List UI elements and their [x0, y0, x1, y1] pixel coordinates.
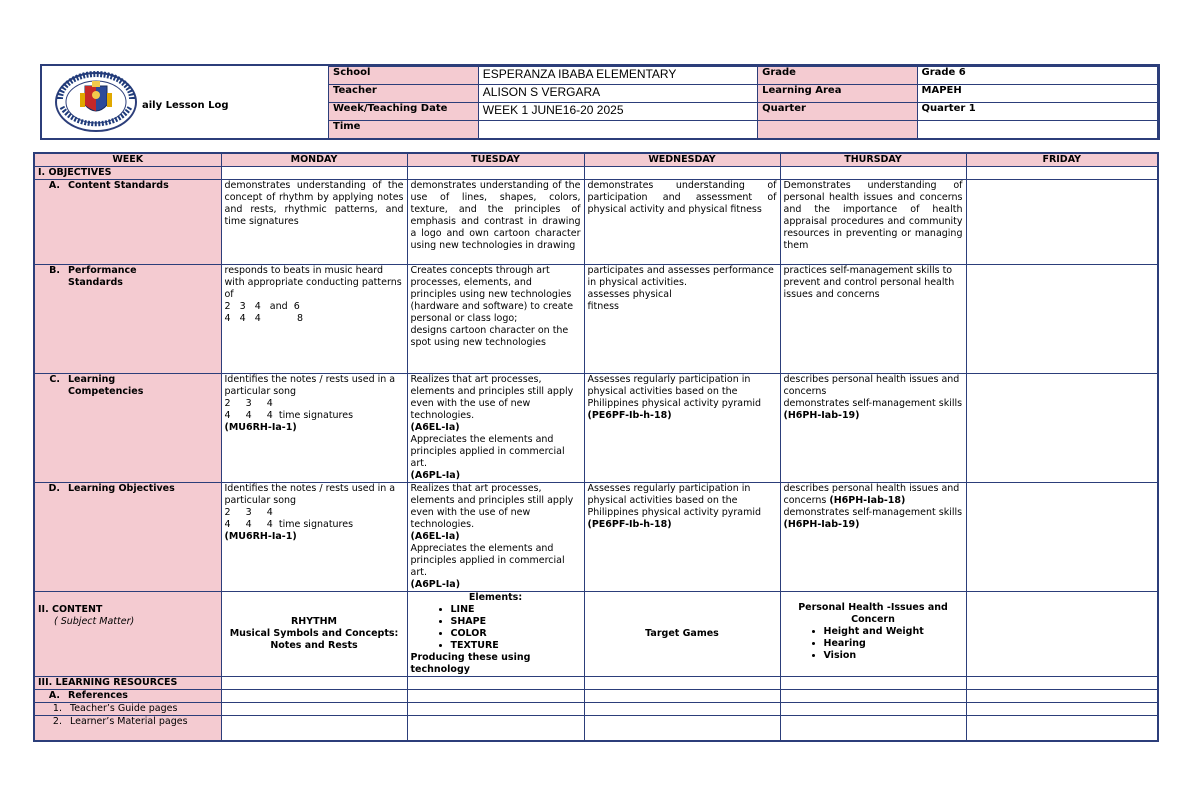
learning-competencies-label-cell — [34, 374, 221, 483]
row-letter: A. — [48, 690, 60, 701]
empty-cell — [966, 167, 1158, 180]
learning-objectives-wednesday — [584, 483, 780, 592]
cell-text: demonstrates self-management skills — [783, 398, 963, 409]
cell-text: participates and assesses performance in physical activities. — [587, 265, 774, 288]
row-number: 1. — [52, 703, 62, 714]
time-signature-top: 2 3 4 — [224, 507, 273, 518]
week-header: WEEK — [34, 153, 221, 167]
cell-text: Identifies the notes / rests used in a particular song — [224, 483, 396, 506]
learning-competencies-friday — [966, 374, 1158, 483]
competency-code: (H6PH-Iab-18) — [829, 495, 906, 506]
competency-code: (A6PL-Ia) — [410, 470, 461, 481]
row-label: Content Standards — [68, 180, 169, 191]
learners-material-row — [34, 716, 1158, 741]
time-extra-label — [758, 121, 917, 139]
row-label-line1: Learning — [68, 374, 116, 385]
empty-cell — [966, 703, 1158, 716]
content-standards-friday — [966, 180, 1158, 265]
time-signature-top: 2 3 4 and 6 — [224, 301, 300, 312]
content-subheading: ( Subject Matter) — [54, 616, 135, 627]
time-signature-top: 2 3 4 — [224, 398, 273, 409]
tuesday-header: TUESDAY — [407, 153, 584, 167]
header-block — [40, 64, 1160, 140]
learning-resources-row — [34, 677, 1158, 690]
grade-label: Grade — [758, 67, 917, 85]
cell-text: Personal Health -Issues and Concern — [798, 602, 948, 625]
cell-text: Appreciates the elements and principles applied in commercial art. — [410, 543, 565, 578]
empty-cell — [407, 716, 584, 741]
empty-cell — [221, 716, 407, 741]
cell-text: Musical Symbols and Concepts: — [229, 628, 399, 639]
health-list — [784, 626, 963, 662]
time-signature-bottom: 4 4 4 time signatures — [224, 410, 354, 421]
row-letter: C. — [49, 374, 60, 385]
monday-header: MONDAY — [221, 153, 407, 167]
cell-text: Realizes that art processes, elements and principles still apply even with the use of new technologies. — [410, 374, 574, 421]
cell-text: Assesses regularly participation in physical activities based on the Philippines physical activity pyramid — [587, 483, 762, 518]
cell-text: assesses physical — [587, 289, 672, 300]
daily-lesson-log-title: aily Lesson Log — [142, 100, 229, 111]
performance-standards-wednesday — [584, 265, 780, 374]
content-label-cell — [34, 592, 221, 677]
row-label: Learning Objectives — [68, 483, 175, 494]
grade-value: Grade 6 — [917, 67, 1158, 85]
empty-cell — [966, 716, 1158, 741]
teachers-guide-row — [34, 703, 1158, 716]
empty-cell — [584, 167, 780, 180]
quarter-value: Quarter 1 — [917, 103, 1158, 121]
objectives-heading-row — [34, 167, 1158, 180]
competency-code: (A6EL-Ia) — [410, 531, 460, 542]
cell-text: Elements: — [468, 592, 523, 603]
empty-cell — [407, 677, 584, 690]
day-header-row — [34, 153, 1158, 167]
cell-text: Identifies the notes / rests used in a particular song — [224, 374, 396, 397]
performance-standards-row — [34, 265, 1158, 374]
performance-standards-tuesday — [407, 265, 584, 374]
empty-cell — [966, 677, 1158, 690]
content-standards-wednesday: demonstrates understanding of participation and assessment of physical activity and physical fitness — [584, 180, 780, 265]
competency-code: (H6PH-Iab-19) — [783, 410, 860, 421]
empty-cell — [221, 677, 407, 690]
content-heading: II. CONTENT — [38, 604, 103, 615]
time-signature-bottom: 4 4 4 8 — [224, 313, 304, 324]
learning-competencies-monday — [221, 374, 407, 483]
performance-standards-friday — [966, 265, 1158, 374]
content-tuesday — [407, 592, 584, 677]
empty-cell — [221, 690, 407, 703]
empty-cell — [407, 690, 584, 703]
learning-competencies-wednesday — [584, 374, 780, 483]
references-row — [34, 690, 1158, 703]
references-label-cell — [34, 690, 221, 703]
cell-text: fitness — [587, 301, 619, 312]
row-label: Teacher’s Guide pages — [70, 703, 178, 714]
learners-material-label-cell — [34, 716, 221, 741]
content-wednesday: Target Games — [584, 592, 780, 677]
competency-code: (PE6PF-Ib-h-18) — [587, 410, 672, 421]
row-label-line1: Performance — [68, 265, 137, 276]
empty-cell — [780, 703, 966, 716]
content-standards-tuesday: demonstrates understanding of the use of lines, shapes, colors, texture, and the principles of emphasis and contrast in drawing a logo and own cartoon character using new technologies in drawing — [407, 180, 584, 265]
cell-text: Producing these using technology — [410, 652, 531, 675]
empty-cell — [966, 690, 1158, 703]
learning-competencies-row — [34, 374, 1158, 483]
content-row — [34, 592, 1158, 677]
list-item: • Height and Weight — [824, 626, 963, 638]
competency-code: (A6EL-Ia) — [410, 422, 460, 433]
empty-cell — [584, 690, 780, 703]
wednesday-header: WEDNESDAY — [584, 153, 780, 167]
header-info-table — [328, 66, 1158, 139]
row-label-line2: Competencies — [68, 386, 144, 397]
list-item: • COLOR — [451, 628, 581, 640]
row-letter: A. — [48, 180, 60, 191]
empty-cell — [407, 167, 584, 180]
teacher-label: Teacher — [329, 85, 479, 103]
header-row-school — [329, 67, 1158, 85]
learning-area-value: MAPEH — [917, 85, 1158, 103]
time-signature-bottom: 4 4 4 time signatures — [224, 519, 354, 530]
cell-text: describes personal health issues and concerns — [783, 483, 960, 506]
competency-code: (PE6PF-Ib-h-18) — [587, 519, 672, 530]
learning-competencies-thursday — [780, 374, 966, 483]
cell-text: Assesses regularly participation in physical activities based on the Philippines physical activity pyramid — [587, 374, 762, 409]
empty-cell — [221, 167, 407, 180]
row-label: References — [68, 690, 128, 701]
empty-cell — [584, 716, 780, 741]
content-friday — [966, 592, 1158, 677]
learning-objectives-row — [34, 483, 1158, 592]
elements-list — [411, 604, 581, 652]
performance-standards-label-cell — [34, 265, 221, 374]
cell-text: Appreciates the elements and principles applied in commercial art. — [410, 434, 565, 469]
empty-cell — [780, 677, 966, 690]
lesson-log-table — [33, 152, 1159, 742]
learning-competencies-tuesday — [407, 374, 584, 483]
objectives-heading: I. OBJECTIVES — [34, 167, 221, 180]
content-monday — [221, 592, 407, 677]
cell-text: describes personal health issues and concerns — [783, 374, 960, 397]
learning-objectives-label-cell — [34, 483, 221, 592]
empty-cell — [584, 677, 780, 690]
content-standards-monday: demonstrates understanding of the concept of rhythm by applying notes and rests, rhythmic patterns, and time signatures — [221, 180, 407, 265]
time-extra-value — [917, 121, 1158, 139]
time-label: Time — [329, 121, 479, 139]
row-label: Learner’s Material pages — [70, 716, 188, 727]
row-letter: B. — [49, 265, 60, 276]
list-item: • Vision — [824, 650, 963, 662]
cell-text: demonstrates self-management skills — [783, 507, 963, 518]
learning-objectives-monday — [221, 483, 407, 592]
week-date-label: Week/Teaching Date — [329, 103, 479, 121]
row-label-line2: Standards — [68, 277, 123, 288]
learning-objectives-friday — [966, 483, 1158, 592]
competency-code: (H6PH-Iab-19) — [783, 519, 860, 530]
teachers-guide-label-cell — [34, 703, 221, 716]
empty-cell — [780, 690, 966, 703]
list-item: • SHAPE — [451, 616, 581, 628]
school-value: ESPERANZA IBABA ELEMENTARY — [478, 67, 757, 85]
cell-text: responds to beats in music heard with appropriate conducting patterns of — [224, 265, 402, 300]
learning-objectives-tuesday — [407, 483, 584, 592]
performance-standards-thursday: practices self-management skills to prevent and control personal health issues and concerns — [780, 265, 966, 374]
header-row-week — [329, 103, 1158, 121]
performance-standards-monday — [221, 265, 407, 374]
cell-text: Creates concepts through art processes, elements, and principles using new technologies (hardware and software) to create personal or class logo; — [410, 265, 574, 324]
list-item: • Hearing — [824, 638, 963, 650]
learning-area-label: Learning Area — [758, 85, 917, 103]
header-row-time — [329, 121, 1158, 139]
header-title-area — [42, 66, 328, 138]
empty-cell — [584, 703, 780, 716]
content-thursday — [780, 592, 966, 677]
empty-cell — [407, 703, 584, 716]
thursday-header: THURSDAY — [780, 153, 966, 167]
empty-cell — [780, 716, 966, 741]
friday-header: FRIDAY — [966, 153, 1158, 167]
empty-cell — [780, 167, 966, 180]
cell-text: RHYTHM — [290, 616, 338, 627]
competency-code: (MU6RH-Ia-1) — [224, 531, 297, 542]
header-row-teacher — [329, 85, 1158, 103]
week-date-value: WEEK 1 JUNE16-20 2025 — [478, 103, 757, 121]
competency-code: (A6PL-Ia) — [410, 579, 461, 590]
learning-resources-heading: III. LEARNING RESOURCES — [34, 677, 221, 690]
empty-cell — [221, 703, 407, 716]
content-standards-row — [34, 180, 1158, 265]
competency-code: (MU6RH-Ia-1) — [224, 422, 297, 433]
content-standards-label-cell — [34, 180, 221, 265]
list-item: • LINE — [451, 604, 581, 616]
cell-text: designs cartoon character on the spot using new technologies — [410, 325, 569, 348]
time-value — [478, 121, 757, 139]
cell-text: Realizes that art processes, elements and principles still apply even with the use of new technologies. — [410, 483, 574, 530]
quarter-label: Quarter — [758, 103, 917, 121]
cell-text: Notes and Rests — [270, 640, 358, 651]
row-number: 2. — [52, 716, 62, 727]
learning-objectives-thursday — [780, 483, 966, 592]
content-standards-thursday: Demonstrates understanding of personal health issues and concerns and the importance of health appraisal procedures and community resources in preventing or managing them — [780, 180, 966, 265]
school-label: School — [329, 67, 479, 85]
list-item: • TEXTURE — [451, 640, 581, 652]
teacher-value: ALISON S VERGARA — [478, 85, 757, 103]
deped-seal-logo — [52, 71, 140, 133]
row-letter: D. — [48, 483, 60, 494]
